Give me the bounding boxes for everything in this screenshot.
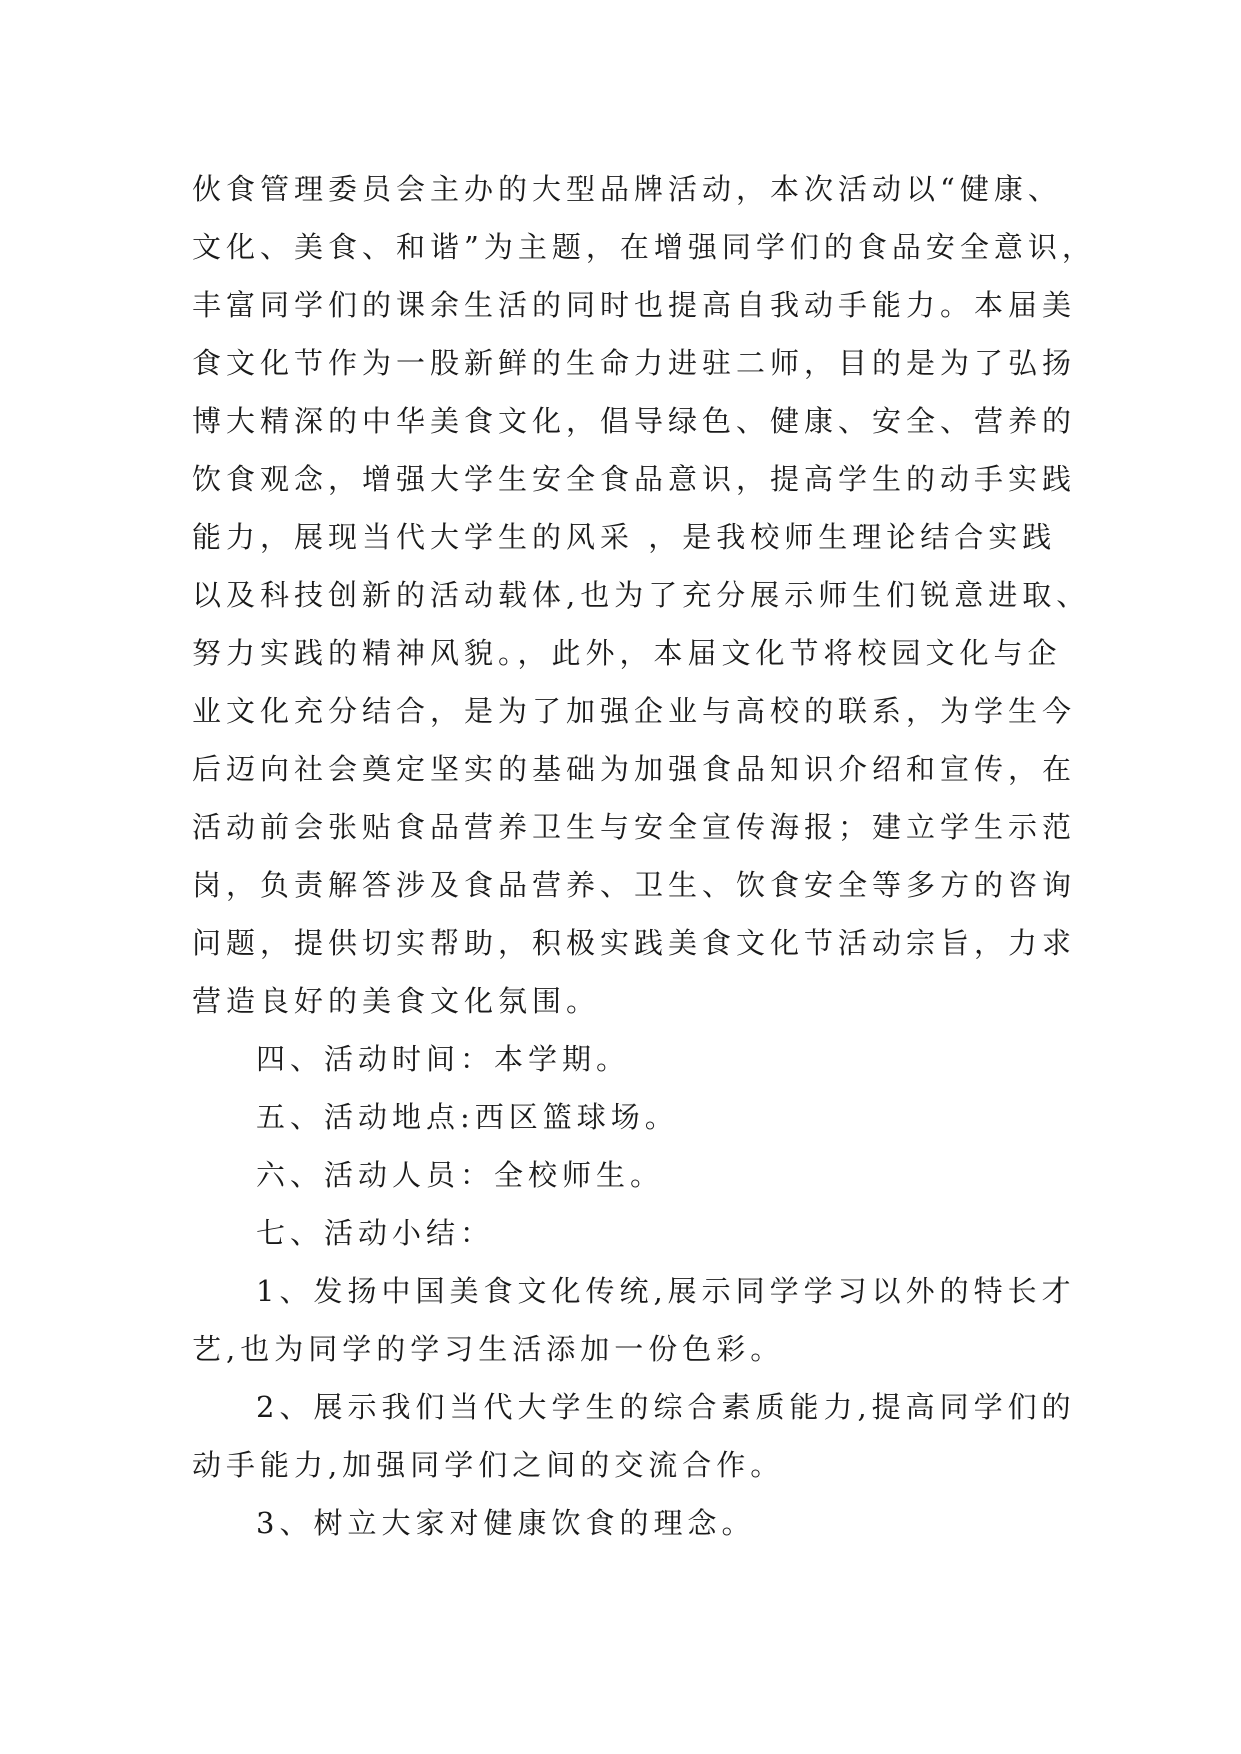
paragraph-line: 食文化节作为一股新鲜的生命力进驻二师，目的是为了弘扬 xyxy=(192,346,1077,380)
summary-item-line: 1、发扬中国美食文化传统,展示同学学习以外的特长才 xyxy=(256,1274,1076,1308)
paragraph-line: 伙食管理委员会主办的大型品牌活动，本次活动以“健康、 xyxy=(192,172,1062,206)
paragraph-line: 努力实践的精神风貌。，此外，本届文化节将校园文化与企 xyxy=(192,636,1062,670)
section-activity-time: 四、活动时间：本学期。 xyxy=(256,1042,631,1076)
summary-item-line: 动手能力,加强同学们之间的交流合作。 xyxy=(192,1448,785,1482)
intro-paragraph xyxy=(192,160,1096,1030)
summary-item-line: 2、展示我们当代大学生的综合素质能力,提高同学们的 xyxy=(256,1390,1076,1424)
paragraph-line: 以及科技创新的活动载体,也为了充分展示师生们锐意进取、 xyxy=(192,578,1091,612)
section-activity-people: 六、活动人员：全校师生。 xyxy=(256,1158,665,1192)
paragraph-line: 文化、美食、和谐”为主题，在增强同学们的食品安全意识， xyxy=(192,230,1096,264)
summary-item-1 xyxy=(192,1262,1076,1378)
paragraph-line: 饮食观念，增强大学生安全食品意识，提高学生的动手实践 xyxy=(192,462,1077,496)
paragraph-line: 活动前会张贴食品营养卫生与安全宣传海报；建立学生示范 xyxy=(192,810,1077,844)
paragraph-line: 博大精深的中华美食文化，倡导绿色、健康、安全、营养的 xyxy=(192,404,1077,438)
paragraph-line: 后迈向社会奠定坚实的基础为加强食品知识介绍和宣传，在 xyxy=(192,752,1077,786)
summary-item-3 xyxy=(192,1494,1072,1552)
summary-item-line: 3、树立大家对健康饮食的理念。 xyxy=(256,1506,756,1540)
summary-item-2 xyxy=(192,1378,1076,1494)
paragraph-line: 问题，提供切实帮助，积极实践美食文化节活动宗旨，力求 xyxy=(192,926,1077,960)
section-activity-location: 五、活动地点:西区篮球场。 xyxy=(256,1100,679,1134)
paragraph-line: 营造良好的美食文化氛围。 xyxy=(192,984,601,1018)
paragraph-line: 业文化充分结合，是为了加强企业与高校的联系，为学生今 xyxy=(192,694,1077,728)
document-body xyxy=(192,160,1096,1552)
paragraph-line: 岗，负责解答涉及食品营养、卫生、饮食安全等多方的咨询 xyxy=(192,868,1077,902)
paragraph-line: 能力，展现当代大学生的风采 ，是我校师生理论结合实践 xyxy=(192,520,1057,554)
paragraph-line: 丰富同学们的课余生活的同时也提高自我动手能力。本届美 xyxy=(192,288,1077,322)
section-activity-summary: 七、活动小结： xyxy=(256,1216,495,1250)
summary-item-line: 艺,也为同学的学习生活添加一份色彩。 xyxy=(192,1332,785,1366)
